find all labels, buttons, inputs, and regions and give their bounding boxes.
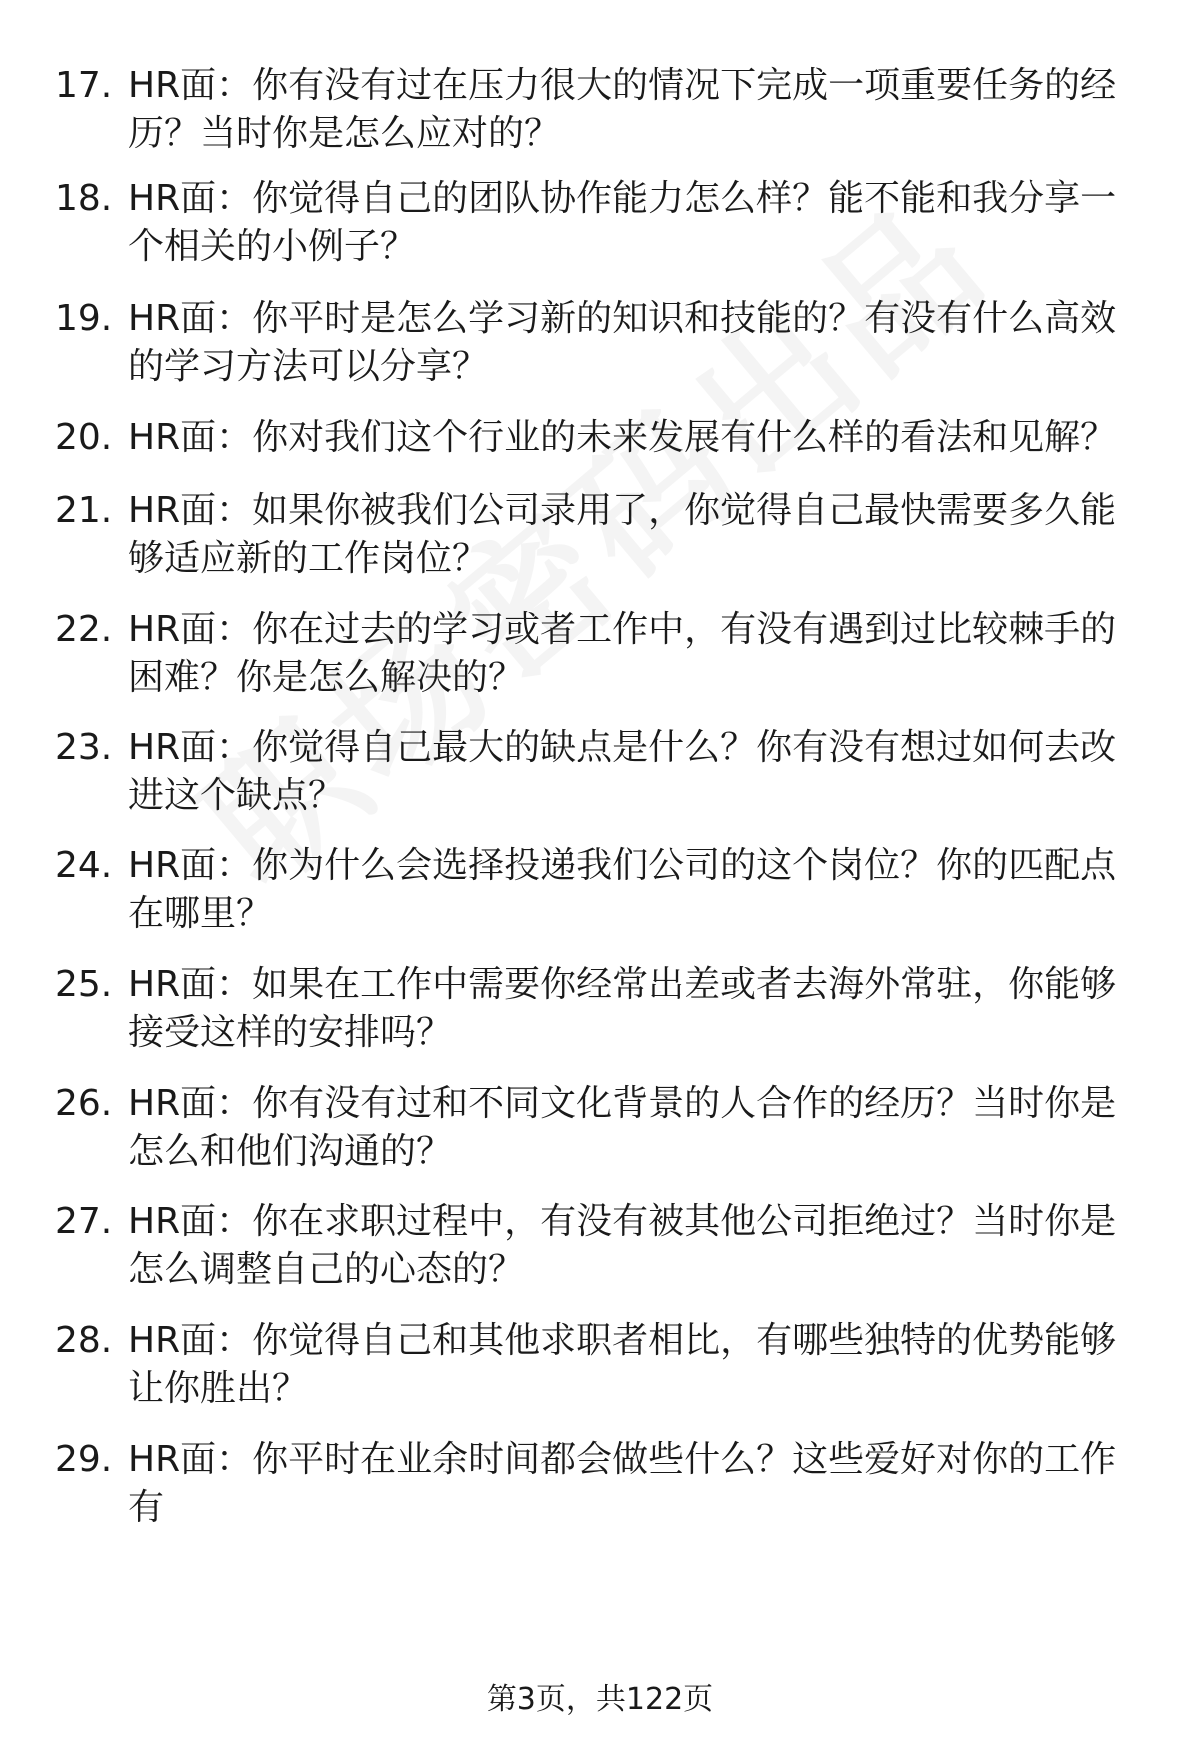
question-item <box>55 1436 1155 1532</box>
question-number: 28. <box>55 1320 113 1361</box>
question-text: HR面：你觉得自己的团队协作能力怎么样？能不能和我分享一个相关的小例子？ <box>128 178 1117 267</box>
question-text: HR面：如果在工作中需要你经常出差或者去海外常驻，你能够接受这样的安排吗？ <box>128 964 1117 1053</box>
question-number: 18. <box>55 178 113 219</box>
question-number: 25. <box>55 964 113 1005</box>
question-number: 26. <box>55 1083 113 1124</box>
question-number: 17. <box>55 65 113 106</box>
question-text: HR面：如果你被我们公司录用了，你觉得自己最快需要多久能够适应新的工作岗位？ <box>128 490 1117 579</box>
question-text: HR面：你平时是怎么学习新的知识和技能的？有没有什么高效的学习方法可以分享？ <box>128 298 1117 387</box>
question-number: 27. <box>55 1201 113 1242</box>
question-text: HR面：你为什么会选择投递我们公司的这个岗位？你的匹配点在哪里？ <box>128 845 1117 934</box>
question-item <box>55 62 1155 158</box>
question-item <box>55 295 1155 391</box>
question-number: 19. <box>55 298 113 339</box>
question-item <box>55 175 1155 271</box>
question-item <box>55 961 1155 1057</box>
question-text: HR面：你对我们这个行业的未来发展有什么样的看法和见解？ <box>128 417 1117 458</box>
question-text: HR面：你觉得自己和其他求职者相比，有哪些独特的优势能够让你胜出？ <box>128 1320 1117 1409</box>
question-number: 29. <box>55 1439 113 1480</box>
question-number: 22. <box>55 609 113 650</box>
question-text: HR面：你有没有过和不同文化背景的人合作的经历？当时你是怎么和他们沟通的？ <box>128 1083 1117 1172</box>
question-text: HR面：你在过去的学习或者工作中，有没有遇到过比较棘手的困难？你是怎么解决的？ <box>128 609 1117 698</box>
question-text: HR面：你平时在业余时间都会做些什么？这些爱好对你的工作有 <box>128 1439 1117 1528</box>
question-number: 24. <box>55 845 113 886</box>
question-text: HR面：你觉得自己最大的缺点是什么？你有没有想过如何去改进这个缺点？ <box>128 727 1117 816</box>
question-item <box>55 842 1155 938</box>
question-item <box>55 1198 1155 1294</box>
question-item <box>55 487 1155 583</box>
question-item <box>55 606 1155 702</box>
question-item <box>55 724 1155 820</box>
question-text: HR面：你在求职过程中，有没有被其他公司拒绝过？当时你是怎么调整自己的心态的？ <box>128 1201 1117 1290</box>
question-item <box>55 414 1155 462</box>
question-text: HR面：你有没有过在压力很大的情况下完成一项重要任务的经历？当时你是怎么应对的？ <box>128 65 1117 154</box>
question-number: 20. <box>55 417 113 458</box>
question-item <box>55 1317 1155 1413</box>
question-item <box>55 1080 1155 1176</box>
question-number: 21. <box>55 490 113 531</box>
question-number: 23. <box>55 727 113 768</box>
page-footer: 第3页，共122页 <box>486 1682 714 1717</box>
